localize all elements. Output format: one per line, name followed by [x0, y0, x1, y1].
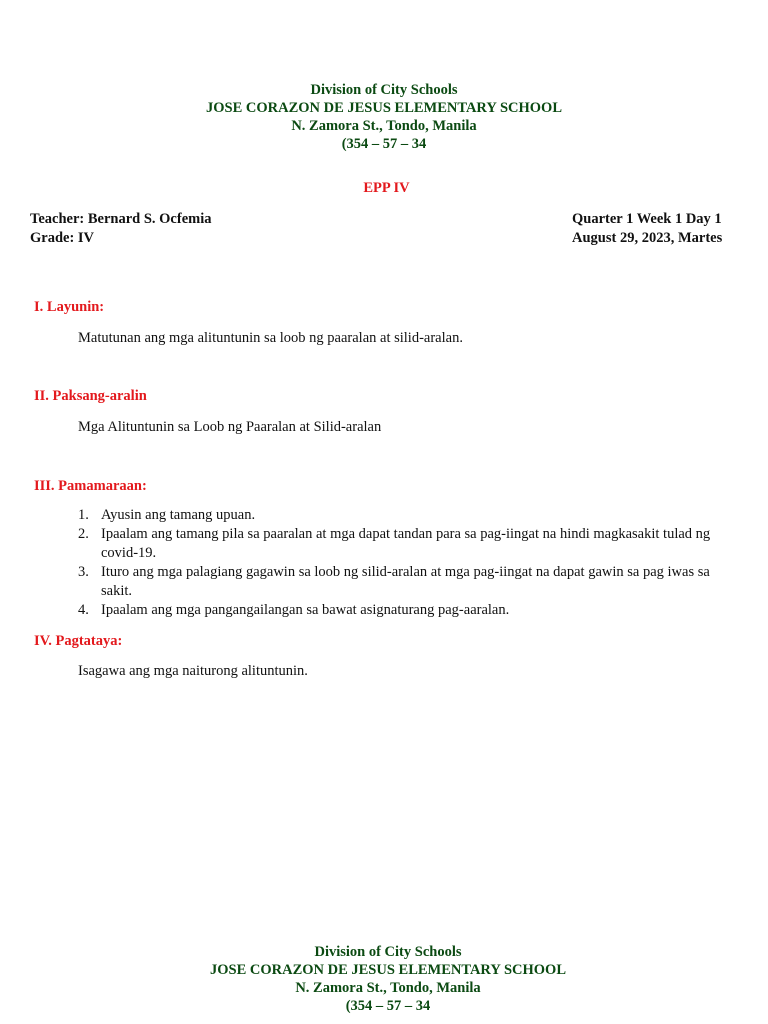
step-text: Ipaalam ang mga pangangailangan sa bawat asignaturang pag-aaralan.	[101, 602, 510, 618]
division-name: Division of City Schools	[310, 82, 458, 98]
footer-school-address: N. Zamora St., Tondo, Manila	[295, 980, 481, 996]
list-item	[78, 563, 738, 601]
school-header	[0, 81, 768, 153]
paksang-aralin-text: Mga Alituntunin sa Loob ng Paaralan at Silid-aralan	[78, 419, 382, 435]
list-item	[78, 506, 738, 525]
pagtataya-text: Isagawa ang mga naiturong alituntunin.	[78, 663, 308, 679]
section-title-pamamaraan: III. Pamamaraan:	[34, 478, 147, 494]
quarter-week-day: Quarter 1 Week 1 Day 1	[572, 211, 722, 227]
school-address: N. Zamora St., Tondo, Manila	[291, 118, 477, 134]
pamamaraan-steps	[78, 506, 738, 620]
lesson-date: August 29, 2023, Martes	[572, 230, 723, 246]
step-text: Ituro ang mga palagiang gagawin sa loob ng silid-aralan at mga pag-iingat na dapat gawin sa pag iwas sa sakit.	[101, 564, 710, 599]
footer-school-name: JOSE CORAZON DE JESUS ELEMENTARY SCHOOL	[209, 962, 566, 978]
section-title-paksang-aralin: II. Paksang-aralin	[34, 388, 147, 404]
schedule-info	[572, 210, 722, 248]
step-number: 1.	[78, 507, 89, 523]
subject-title: EPP IV	[363, 180, 410, 196]
grade-level: Grade: IV	[30, 230, 95, 246]
list-item	[78, 525, 738, 563]
footer-school-phone: (354 – 57 – 34	[345, 998, 431, 1014]
layunin-text: Matutunan ang mga alituntunin sa loob ng paaralan at silid-aralan.	[78, 330, 463, 346]
footer-division-name: Division of City Schools	[314, 944, 462, 960]
school-footer	[4, 943, 768, 1015]
school-name: JOSE CORAZON DE JESUS ELEMENTARY SCHOOL	[205, 100, 562, 116]
section-title-pagtataya: IV. Pagtataya:	[34, 633, 123, 649]
teacher-name: Teacher: Bernard S. Ocfemia	[30, 211, 212, 227]
teacher-info	[30, 210, 211, 248]
section-title-layunin: I. Layunin:	[34, 299, 105, 315]
step-number: 3.	[78, 564, 89, 580]
step-text: Ayusin ang tamang upuan.	[101, 507, 256, 523]
step-number: 4.	[78, 602, 89, 618]
step-number: 2.	[78, 526, 89, 542]
step-text: Ipaalam ang tamang pila sa paaralan at mga dapat tandan para sa pag-iingat na hindi magkasakit tulad ng covid-19.	[101, 526, 711, 561]
school-phone: (354 – 57 – 34	[341, 136, 427, 152]
list-item	[78, 601, 738, 620]
